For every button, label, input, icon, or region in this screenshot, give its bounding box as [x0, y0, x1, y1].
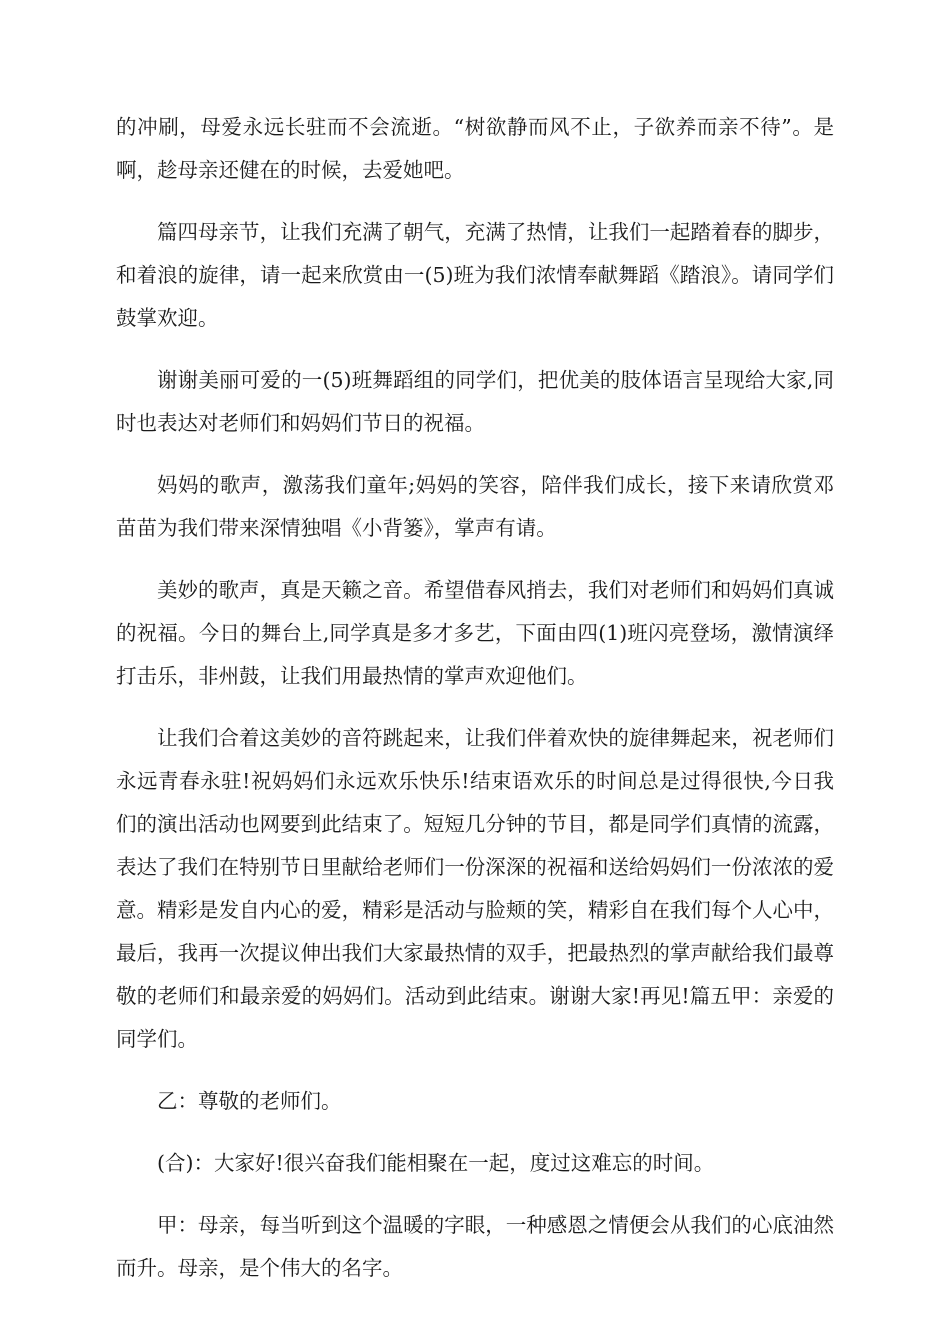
paragraph-8: (合)：大家好!很兴奋我们能相聚在一起，度过这难忘的时间。: [157, 1151, 715, 1175]
paragraph-9: 甲：母亲，每当听到这个温暖的字眼，一种感恩之情便会从我们的心底油然而升。母亲，是个伟大的名字。: [116, 1213, 834, 1280]
paragraph-5: 美妙的歌声，真是天籁之音。希望借春风捎去，我们对老师们和妈妈们真诚的祝福。今日的舞台上,同学真是多才多艺，下面由四(1)班闪亮登场，激情演绎打击乐，非州鼓，让我们用最热情的掌声欢迎他们。: [116, 578, 834, 688]
paragraph-6: 让我们合着这美妙的音符跳起来，让我们伴着欢快的旋律舞起来，祝老师们永远青春永驻!祝妈妈们永远欢乐快乐!结束语欢乐的时间总是过得很快,今日我们的演出活动也网要到此结束了。短短几分钟的节目，都是同学们真情的流露，表达了我们在特别节日里献给老师们一份深深的祝福和送给妈妈们一份浓浓的爱意。精彩是发自内心的爱，精彩是活动与脸颊的笑，精彩自在我们每个人心中，最后，我再一次提议伸出我们大家最热情的双手，把最热烈的掌声献给我们最尊敬的老师们和最亲爱的妈妈们。活动到此结束。谢谢大家!再见!篇五甲：亲爱的同学们。: [116, 726, 834, 1051]
paragraph-4: 妈妈的歌声，激荡我们童年;妈妈的笑容，陪伴我们成长，接下来请欣赏邓苗苗为我们带来深情独唱《小背篓》，掌声有请。: [116, 473, 834, 540]
paragraph-2: 篇四母亲节，让我们充满了朝气，充满了热情，让我们一起踏着春的脚步，和着浪的旋律，请一起来欣赏由一(5)班为我们浓情奉献舞蹈《踏浪》。请同学们鼓掌欢迎。: [116, 220, 834, 330]
paragraph-1: 的冲刷，母爱永远长驻而不会流逝。“树欲静而风不止，子欲养而亲不待”。是啊，趁母亲还健在的时候，去爱她吧。: [116, 115, 834, 182]
paragraph-3: 谢谢美丽可爱的一(5)班舞蹈组的同学们，把优美的肢体语言呈现给大家,同时也表达对老师们和妈妈们节日的祝福。: [116, 368, 834, 435]
document-body: [116, 106, 834, 1309]
paragraph-7: 乙：尊敬的老师们。: [157, 1089, 342, 1113]
